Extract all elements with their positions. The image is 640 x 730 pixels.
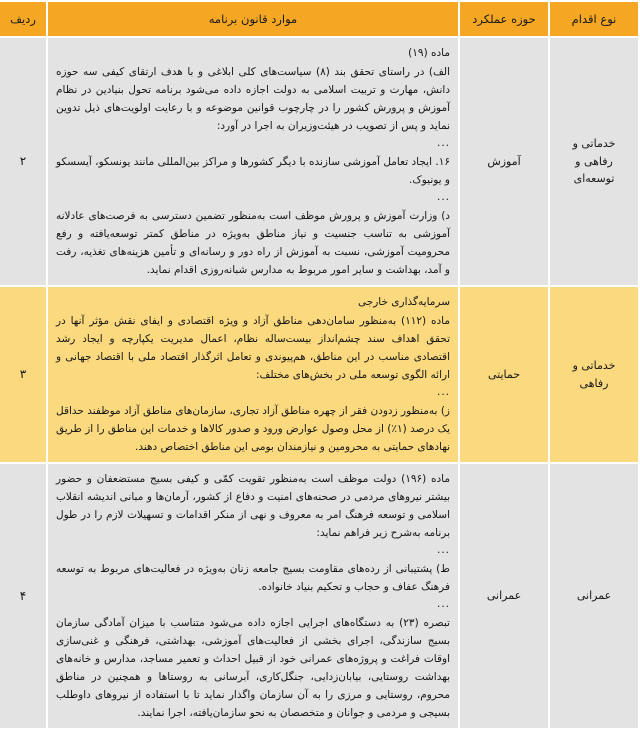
table-row — [0, 38, 638, 285]
law-paragraph-text: الف) در راستای تحقق بند (۸) سیاست‌های کلی ابلاغی و با هدف ارتقای کیفی سه حوزه دانش، مهارت و تربیت اسلامی به دولت اجازه داده می‌شود برنامه تحول بنیادین در نظام آموزش و پرورش کشور را در چارچوب قوانین موضوعه و با رعایت اولویت‌های ذیل تدوین نماید و پس از تصویب در هیئت‌وزیران به اجرا در آورد: — [56, 66, 450, 133]
cell-law-items — [48, 287, 458, 462]
cell-performance-area: عمرانی — [460, 464, 548, 728]
law-paragraph-text: د) وزارت آموزش و پرورش موظف است به‌منظور تضمین دسترسی به فرصت‌های عادلانه آموزشی به تناسب جنسیت و نیاز مناطق به‌ویژه در مناطق کمتر توسعه‌یافته و رفع محرومیت آموزشی، نسبت به آموزش از راه دور و رسانه‌ای و تأمین هزینه‌های تغذیه، رفت و آمد، بهداشت و سایر امور مربوط به مدارس شبانه‌روزی اقدام نماید. — [56, 209, 450, 276]
law-paragraph-title: سرمایه‌گذاری خارجی — [357, 296, 450, 309]
cell-row-number: ۳ — [0, 287, 46, 462]
cell-action-type: عمرانی — [550, 464, 638, 728]
law-paragraph — [56, 614, 450, 722]
law-paragraph — [56, 402, 450, 456]
paragraph-separator: ... — [436, 191, 450, 204]
law-paragraph — [56, 470, 450, 542]
cell-action-type: خدماتی و رفاهی — [550, 287, 638, 462]
cell-action-type: خدماتی و رفاهی و توسعه‌ای — [550, 38, 638, 285]
paragraph-separator: ... — [436, 386, 450, 399]
law-paragraph-text: ۱۶. ایجاد تعامل آموزشی سازنده با دیگر کشورها و مراکز بین‌المللی مانند یونسکو، آیسسکو و یونیوک. — [56, 155, 450, 187]
paragraph-separator: ... — [436, 598, 450, 611]
law-paragraph-text: ماده (۱۱۲) به‌منظور سامان‌دهی مناطق آزاد و ویژه اقتصادی و ایفای نقش مؤثر آنها در تحقق اهداف سند چشم‌انداز بیست‌ساله نظام، اعمال مدیریت یکپارچه و ایجاد رشد اقتصادی مناسب در این مناطق، هم‌پیوندی و تعامل اثرگذار اقتصاد ملی با اقتصاد جهانی و ارائه الگوی توسعه ملی در بخش‌های مختلف: — [56, 315, 450, 382]
law-paragraph-title: ماده (۱۹) — [408, 47, 450, 59]
law-paragraph — [56, 44, 450, 135]
header-cell-area: حوزه عملکرد — [460, 2, 548, 36]
law-paragraph-text: ط) پشتیبانی از رده‌های مقاومت بسیج جامعه زنان به‌ویژه در فعالیت‌های مربوط به توسعه فرهنگ عفاف و حجاب و تحکیم بنیاد خانواده. — [56, 563, 450, 594]
cell-performance-area: حمایتی — [460, 287, 548, 462]
header-cell-items: موارد قانون برنامه — [48, 2, 458, 36]
table-row — [0, 287, 638, 462]
table-row — [0, 464, 638, 728]
table-body — [0, 38, 638, 728]
law-paragraph — [56, 207, 450, 279]
paragraph-separator: ... — [436, 137, 450, 150]
header-row — [0, 2, 638, 36]
header-cell-type: نوع اقدام — [550, 2, 638, 36]
law-paragraph-text: تبصره (۲۳) به دستگاه‌های اجرایی اجازه داده می‌شود متناسب با میزان آمادگی سازمان بسیج سازندگی، اجرای بخشی از فعالیت‌های آموزشی، بهداشتی، فرهنگی و غنی‌سازی اوقات فراغت و پروژه‌های عمرانی خود از قبیل احداث و تعمیر مساجد، مدارس و خانه‌های بهداشت روستایی، بیابان‌زدایی، جنگل‌کاری، آبرسانی به روستاها و همچنین در مناطق محروم، روستایی و مرزی را به آن سازمان واگذار نماید تا با استفاده از نیروهای داوطلب بسیجی و مردمی و جوانان و متخصصان به نحو سازمان‌یافته، اجرا نمایند. — [56, 616, 450, 720]
cell-performance-area: آموزش — [460, 38, 548, 285]
cell-row-number: ۲ — [0, 38, 46, 285]
paragraph-separator: ... — [436, 544, 450, 557]
cell-law-items — [48, 464, 458, 728]
table-header — [0, 2, 638, 36]
header-cell-row: ردیف — [0, 2, 46, 36]
cell-row-number: ۴ — [0, 464, 46, 728]
law-paragraph-text: ماده (۱۹۶) دولت موظف است به‌منظور تقویت کمّی و کیفی بسیج مستضعفان و حضور بیشتر نیروهای مردمی در صحنه‌های امنیت و دفاع از کشور، آرمان‌ها و مبانی اندیشه انقلاب اسلامی و توسعه فرهنگ امر به معروف و نهی از منکر اقدامات و تسهیلات لازم را در طول برنامه به‌شرح زیر فراهم نماید: — [56, 473, 450, 540]
law-paragraph — [56, 560, 450, 596]
cell-law-items — [48, 38, 458, 285]
law-paragraph — [56, 153, 450, 189]
law-paragraph — [56, 293, 450, 384]
law-paragraph-text: ز) به‌منظور زدودن فقر از چهره مناطق آزاد تجاری، سازمان‌های مناطق آزاد موظفند حداقل یک درصد (۱٪) از محل وصول عوارض ورود و صدور کالاها و خدمات این مناطق را از طریق نهادهای حمایتی به محرومین و نیازمندان بومی این مناطق اختصاص دهند. — [56, 405, 451, 454]
